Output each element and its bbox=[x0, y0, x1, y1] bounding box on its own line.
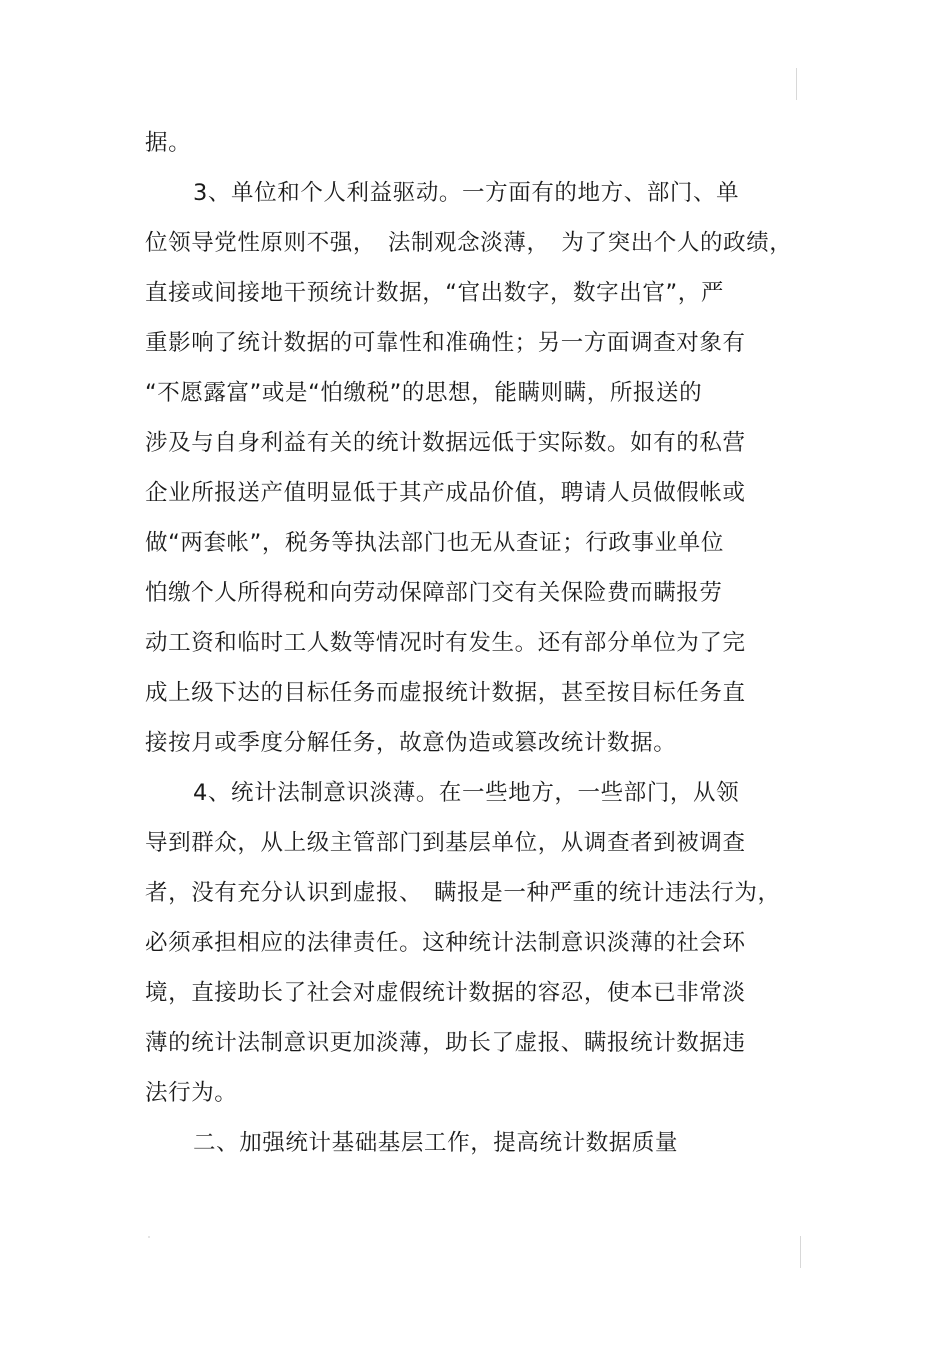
text-line: 企业所报送产值明显低于其产成品价值，聘请人员做假帐或 bbox=[145, 480, 746, 506]
section-heading: 二、加强统计基础基层工作，提高统计数据质量 bbox=[193, 1130, 679, 1156]
text-line: 法行为。 bbox=[145, 1080, 238, 1106]
paragraph-4-start: 4、统计法制意识淡薄。在一些地方，一些部门，从领 bbox=[193, 780, 740, 806]
text-line: 接按月或季度分解任务，故意伪造或篡改统计数据。 bbox=[145, 730, 677, 756]
text-line: 怕缴个人所得税和向劳动保障部门交有关保险费而瞒报劳 bbox=[145, 580, 723, 606]
text-line: 成上级下达的目标任务而虚报统计数据，甚至按目标任务直 bbox=[145, 680, 746, 706]
text-line: 者，没有充分认识到虚报、 瞒报是一种严重的统计违法行为， bbox=[145, 880, 781, 906]
text-line: 涉及与自身利益有关的统计数据远低于实际数。如有的私营 bbox=[145, 430, 746, 456]
text-line: 动工资和临时工人数等情况时有发生。还有部分单位为了完 bbox=[145, 630, 746, 656]
text-line: 位领导党性原则不强， 法制观念淡薄， 为了突出个人的政绩， bbox=[145, 230, 793, 256]
text-line: 薄的统计法制意识更加淡薄，助长了虚报、瞒报统计数据违 bbox=[145, 1030, 746, 1056]
page-edge-mark bbox=[800, 1236, 801, 1268]
text-line: 境，直接助长了社会对虚假统计数据的容忍，使本已非常淡 bbox=[145, 980, 746, 1006]
text-line: “不愿露富”或是“怕缴税”的思想，能瞒则瞒，所报送的 bbox=[145, 380, 703, 406]
text-line: 重影响了统计数据的可靠性和准确性；另一方面调查对象有 bbox=[145, 330, 746, 356]
text-line: 做“两套帐”，税务等执法部门也无从查证；行政事业单位 bbox=[145, 530, 724, 556]
paragraph-3-start: 3、单位和个人利益驱动。一方面有的地方、部门、单 bbox=[193, 180, 740, 206]
page-speck bbox=[148, 1236, 150, 1238]
text-line: 据。 bbox=[145, 130, 192, 156]
text-line: 导到群众，从上级主管部门到基层单位，从调查者到被调查 bbox=[145, 830, 746, 856]
page-edge-mark bbox=[796, 68, 797, 100]
text-line: 直接或间接地干预统计数据，“官出数字，数字出官”，严 bbox=[145, 280, 724, 306]
text-line: 必须承担相应的法律责任。这种统计法制意识淡薄的社会环 bbox=[145, 930, 746, 956]
